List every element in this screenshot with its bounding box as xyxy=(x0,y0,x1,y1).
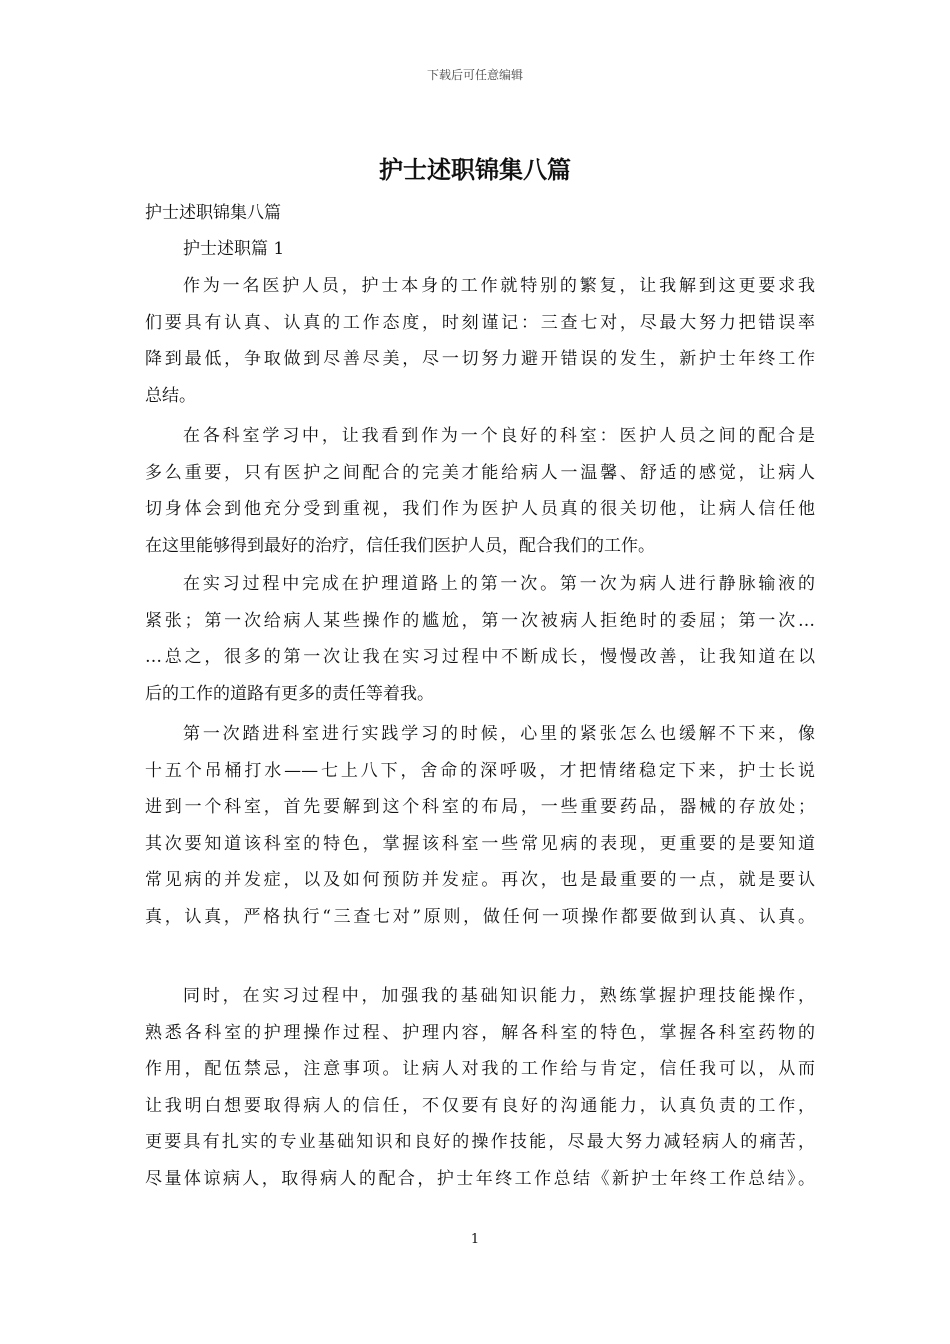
paragraph-line: 后的工作的道路有更多的责任等着我。 xyxy=(145,683,434,704)
page-number: 1 xyxy=(470,1232,480,1247)
paragraph-line: 真，认真，严格执行“三查七对”原则，做任何一项操作都要做到认真、认真。 xyxy=(145,906,815,927)
paragraph-line: 切身体会到他充分受到重视，我们作为医护人员真的很关切他，让病人信任他 xyxy=(145,499,815,519)
paragraph-line: 在实习过程中完成在护理道路上的第一次。第一次为病人进行静脉输液的 xyxy=(183,574,815,594)
document-subtitle: 护士述职锦集八篇 xyxy=(145,203,281,223)
paragraph-line: 尽量体谅病人，取得病人的配合，护士年终工作总结《新护士年终工作总结》。 xyxy=(145,1168,815,1189)
paragraph-line: 第一次踏进科室进行实践学习的时候，心里的紧张怎么也缓解不下来，像 xyxy=(183,724,815,744)
paragraph-line: 十五个吊桶打水——七上八下，舍命的深呼吸，才把情绪稳定下来，护士长说 xyxy=(145,760,815,781)
paragraph-line: 熟悉各科室的护理操作过程、护理内容，解各科室的特色，掌握各科室药物的 xyxy=(145,1022,815,1043)
paragraph-line: 进到一个科室，首先要解到这个科室的布局，一些重要药品，器械的存放处； xyxy=(145,797,815,817)
paragraph-line: 在这里能够得到最好的治疗，信任我们医护人员，配合我们的工作。 xyxy=(145,535,655,556)
paragraph-line: 降到最低，争取做到尽善尽美，尽一切努力避开错误的发生，新护士年终工作 xyxy=(145,349,815,369)
paragraph-line: 更要具有扎实的专业基础知识和良好的操作技能，尽最大努力减轻病人的痛苦， xyxy=(145,1132,815,1152)
paragraph-5 xyxy=(145,978,815,1197)
paragraph-line: 紧张；第一次给病人某些操作的尴尬，第一次被病人拒绝时的委屈；第一次… xyxy=(145,610,815,631)
paragraph-line: 多么重要，只有医护之间配合的完美才能给病人一温馨、舒适的感觉，让病人 xyxy=(145,462,815,483)
paragraph-1 xyxy=(145,268,815,414)
section-heading: 护士述职篇 1 xyxy=(183,239,285,259)
paragraph-line: 在各科室学习中，让我看到作为一个良好的科室：医护人员之间的配合是 xyxy=(183,426,815,446)
paragraph-line: 作为一名医护人员，护士本身的工作就特别的繁复，让我解到这更要求我 xyxy=(183,276,815,296)
paragraph-line: 同时，在实习过程中，加强我的基础知识能力，熟练掌握护理技能操作， xyxy=(183,986,815,1006)
paragraph-line: 总结。 xyxy=(145,385,196,406)
paragraph-line: 让我明白想要取得病人的信任，不仅要有良好的沟通能力，认真负责的工作， xyxy=(145,1095,815,1116)
paragraph-line: 常见病的并发症，以及如何预防并发症。再次，也是最重要的一点，就是要认 xyxy=(145,870,815,890)
document-title: 护士述职锦集八篇 xyxy=(379,155,571,184)
header-note: 下载后可任意编辑 xyxy=(426,68,523,82)
paragraph-4 xyxy=(145,716,815,935)
paragraph-2 xyxy=(145,418,815,564)
paragraph-3 xyxy=(145,566,815,712)
paragraph-line: 们要具有认真、认真的工作态度，时刻谨记：三查七对，尽最大努力把错误率 xyxy=(145,312,815,333)
paragraph-line: …总之，很多的第一次让我在实习过程中不断成长，慢慢改善，让我知道在以 xyxy=(145,647,815,667)
paragraph-line: 其次要知道该科室的特色，掌握该科室一些常见病的表现，更重要的是要知道 xyxy=(145,833,815,854)
paragraph-line: 作用，配伍禁忌，注意事项。让病人对我的工作给与肯定，信任我可以，从而 xyxy=(145,1059,815,1079)
